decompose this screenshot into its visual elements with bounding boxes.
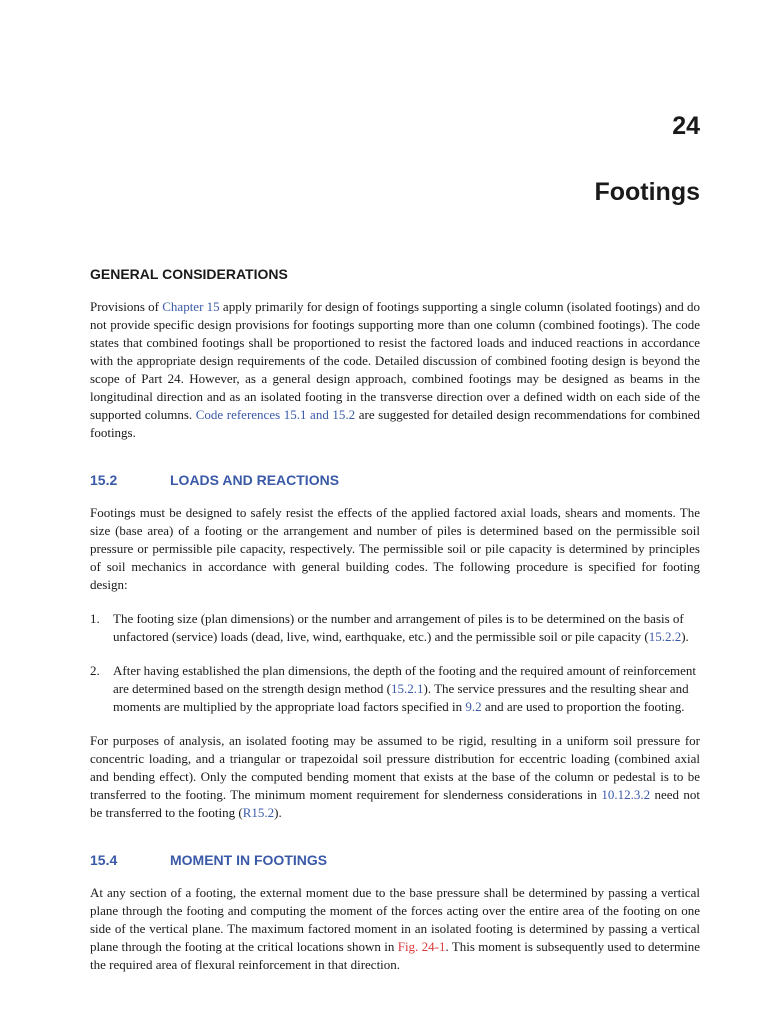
text-run: ).: [681, 629, 689, 644]
text-run: apply primarily for design of footings supporting a single column (isolated footings) and do not provide specific design provisions for footings supporting more than one column (combined footings). The code states that combined footings shall be proportioned to resist the factored loads and induced reactions in accordance with the appropriate design requirements of the code. Detailed discussion of combined footing design is beyond the scope of Part 24. However, as a general design approach, combined footings may be designed as beams in the longitudinal direction and as an isolated footing in the transverse direction over a defined width on each side of the supported columns.: [90, 299, 701, 422]
link-15-2-1[interactable]: 15.2.1: [390, 681, 424, 696]
list-item: [90, 662, 700, 716]
chapter-title: Footings: [594, 178, 700, 206]
link-r15-2[interactable]: R15.2: [242, 805, 275, 820]
section-number: 15.2: [90, 472, 118, 488]
list-marker: 2.: [90, 663, 100, 678]
text-run: ). The service pressures and the resulting shear and moments are multiplied by the appropriate load factors specified in: [113, 681, 689, 714]
section-heading-general: GENERAL CONSIDERATIONS: [90, 266, 288, 282]
link-9-2[interactable]: 9.2: [465, 699, 482, 714]
paragraph-moment: [90, 884, 700, 974]
list-marker: 1.: [90, 611, 100, 626]
document-body: [90, 266, 700, 990]
text-run: At any section of a footing, the external moment due to the base pressure shall be determined by passing a vertical plane through the footing and computing the moment of the forces acting over the entire area of the footing on one side of the vertical plane. The maximum factored moment in an isolated footing is determined by passing a vertical plane through the footing at the critical locations shown in: [90, 885, 700, 954]
paragraph-loads-analysis: [90, 732, 700, 822]
section-heading-moment: [90, 852, 700, 868]
link-15-2-2[interactable]: 15.2.2: [648, 629, 682, 644]
link-fig-24-1[interactable]: Fig. 24-1: [397, 939, 446, 954]
section-heading-loads: [90, 472, 700, 488]
chapter-number: 24: [672, 112, 700, 140]
text-run: and are used to proportion the footing.: [481, 699, 685, 714]
text-run: For purposes of analysis, an isolated footing may be assumed to be rigid, resulting in a uniform soil pressure for concentric loading, and a triangular or trapezoidal soil pressure distribution for eccentric loading (combined axial and bending effect). Only the computed bending moment that exists at the base of the column or pedestal is to be transferred to the footing. The minimum moment requirement for slenderness considerations in: [90, 733, 700, 802]
paragraph-general: [90, 298, 700, 442]
text-run: ).: [274, 805, 282, 820]
text-run: are suggested for detailed design recommendations for combined footings.: [90, 407, 700, 440]
text-run: The footing size (plan dimensions) or the number and arrangement of piles is to be determined on the basis of unfactored (service) loads (dead, live, wind, earthquake, etc.) and the permissible soil or pile capacity (: [113, 611, 684, 644]
link-10-12-3-2[interactable]: 10.12.3.2: [601, 787, 651, 802]
text-run: After having established the plan dimensions, the depth of the footing and the required amount of reinforcement are determined based on the strength design method (: [113, 663, 697, 696]
link-chapter-15[interactable]: Chapter 15: [162, 299, 220, 314]
text-run: need not be transferred to the footing (: [90, 787, 700, 820]
section-number: 15.4: [90, 852, 118, 868]
section-title: MOMENT IN FOOTINGS: [170, 852, 328, 868]
text-run: . This moment is subsequently used to determine the required area of flexural reinforcement in that direction.: [90, 939, 701, 972]
section-title: LOADS AND REACTIONS: [170, 472, 340, 488]
link-code-references[interactable]: Code references 15.1 and 15.2: [195, 407, 356, 422]
procedure-list: [90, 610, 700, 716]
list-item: [90, 610, 700, 646]
paragraph-loads-intro: Footings must be designed to safely resist the effects of the applied factored axial loads, shears and moments. The size (base area) of a footing or the arrangement and number of piles is determined based on the permissible soil pressure or permissible pile capacity, respectively. The permissible soil or pile capacity is determined by principles of soil mechanics in accordance with general building codes. The following procedure is specified for footing design:: [90, 505, 700, 592]
text-run: Provisions of: [90, 299, 163, 314]
